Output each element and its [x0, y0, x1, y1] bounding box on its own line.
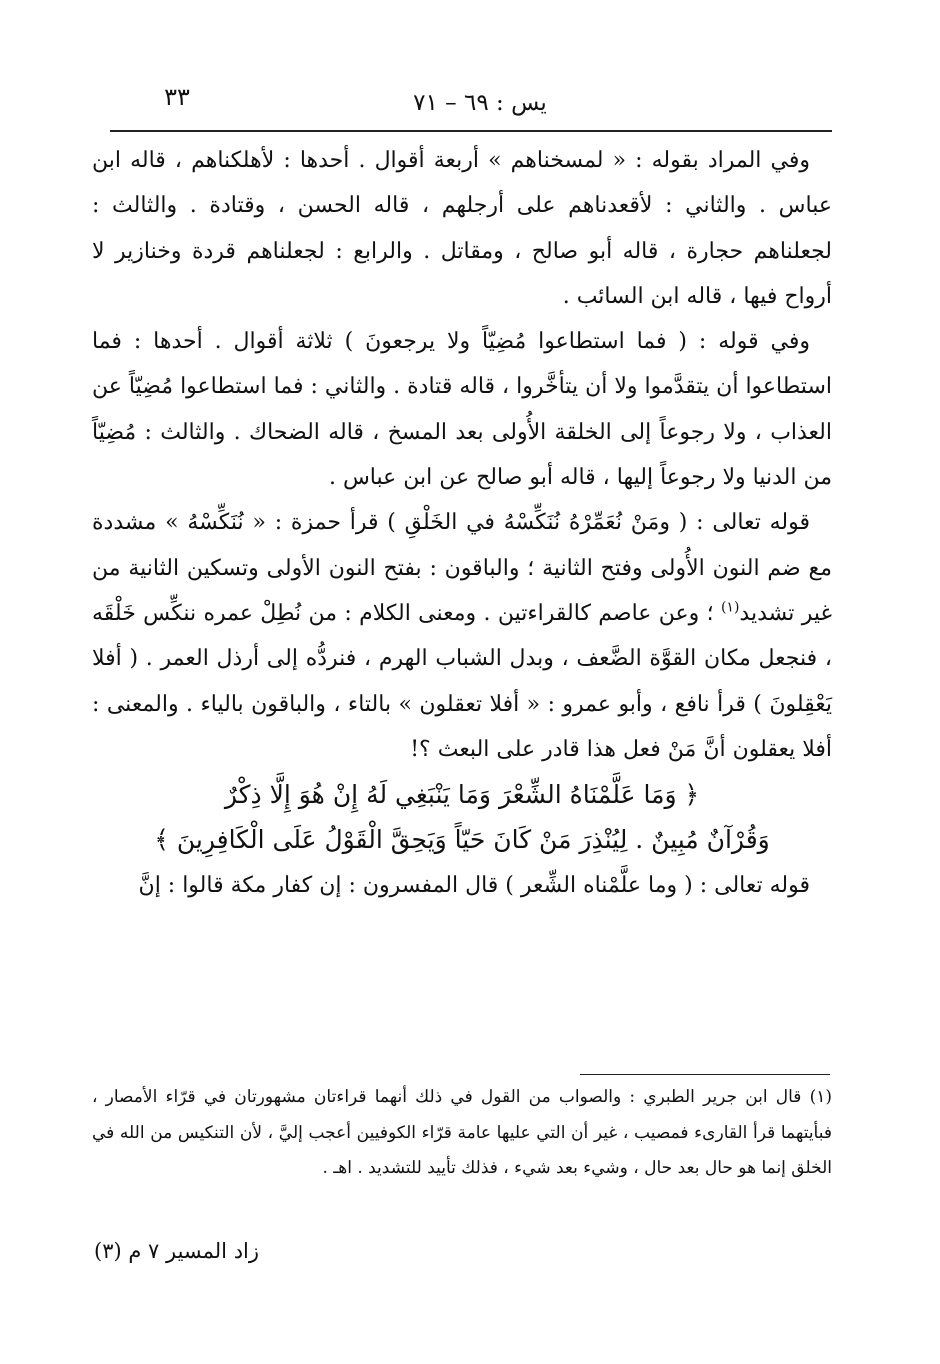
quran-verse-line-2: وَقُرْآنٌ مُبِينٌ . لِيُنْذِرَ مَنْ كَانَ حَيّاً وَيَحِقَّ الْقَوْلُ عَلَى الْكَافِرِينَ ﴾ — [154, 825, 770, 855]
header-rule — [110, 130, 832, 132]
main-text — [92, 138, 832, 908]
paragraph-whom-we-grant-long-life — [92, 500, 832, 772]
footnote-rule — [580, 1074, 830, 1075]
footnote-marker: (١) — [720, 599, 740, 616]
footnote-1: (١) قال ابن جرير الطبري : والصواب من القول في ذلك أنهما قراءتان مشهورتان في قرّاء الأمصار ، فبأيتهما قرأ القارىء فمصيب ، غير أن التي عليها عامة قرّاء الكوفيين أعجب إليَّ ، لأن التنكيس من الله في الخلق إنما هو حال بعد حال ، وشيء بعد شيء ، فذلك تأييد للتشديد . اهـ . — [92, 1087, 832, 1178]
page-number: ٣٣ — [164, 83, 190, 111]
paragraph-metamorphosis: وفي المراد بقوله : « لمسخناهم » أربعة أقوال . أحدها : لأهلكناهم ، قاله ابن عباس . والثاني : لأقعدناهم على أرجلهم ، قاله الحسن ، وقتادة . والثالث : لجعلناهم حجارة ، قاله أبو صالح ، ومقاتل . والرابع : لجعلناهم قردة وخنازير لا أرواح فيها ، قاله ابن السائب . — [92, 148, 832, 309]
paragraph-text-part1: قوله تعالى : ( ومَنْ نُعَمِّرْهُ نُنَكِّسْهُ في الخَلْقِ ) قرأ حمزة : « نُنَكِّسْهُ » مشددة مع ضم النون الأُولى وفتح الثانية ؛ والباقون : بفتح النون الأولى وتسكين الثانية من غير تشديد — [92, 510, 832, 626]
footnotes — [92, 1080, 832, 1187]
paragraph-text-part2: ؛ وعن عاصم كالقراءتين . ومعنى الكلام : من نُطِلْ عمره ننكِّس خَلْقَه ، فنجعل مكان القوَّة الضَّعف ، وبدل الشباب الهرم ، فنردُّه إلى أرذل العمر . ( أفلا يَعْقِلونَ ) قرأ نافع ، وأبو عمرو : « أفلا تعقلون » بالتاء ، والباقون بالياء . والمعنى : أفلا يعقلون أنَّ مَنْ فعل هذا قادر على البعث ؟! — [92, 600, 832, 762]
printer-signature: زاد المسير ٧ م (٣) — [94, 1239, 260, 1263]
running-title: يس : ٦٩ – ٧١ — [413, 90, 547, 116]
paragraph-could-not-proceed: وفي قوله : ( فما استطاعوا مُضِيّاً ولا يرجعونَ ) ثلاثة أقوال . أحدها : فما استطاعوا أن يتقدَّموا ولا أن يتأخَّروا ، قاله قتادة . والثاني : فما استطاعوا مُضِيّاً عن العذاب ، ولا رجوعاً إلى الخلقة الأُولى بعد المسخ ، قاله الضحاك . والثالث : مُضِيّاً من الدنيا ولا رجوعاً إليها ، قاله أبو صالح عن ابن عباس . — [92, 329, 832, 491]
paragraph-poetry: قوله تعالى : ( وما علَّمْناه الشِّعر ) قال المفسرون : إن كفار مكة قالوا : إنَّ — [138, 872, 810, 898]
quran-verse-line-1: ﴿ وَمَا عَلَّمْنَاهُ الشِّعْرَ وَمَا يَنْبَغِي لَهُ إِنْ هُوَ إِلَّا ذِكْرٌ — [224, 780, 700, 810]
